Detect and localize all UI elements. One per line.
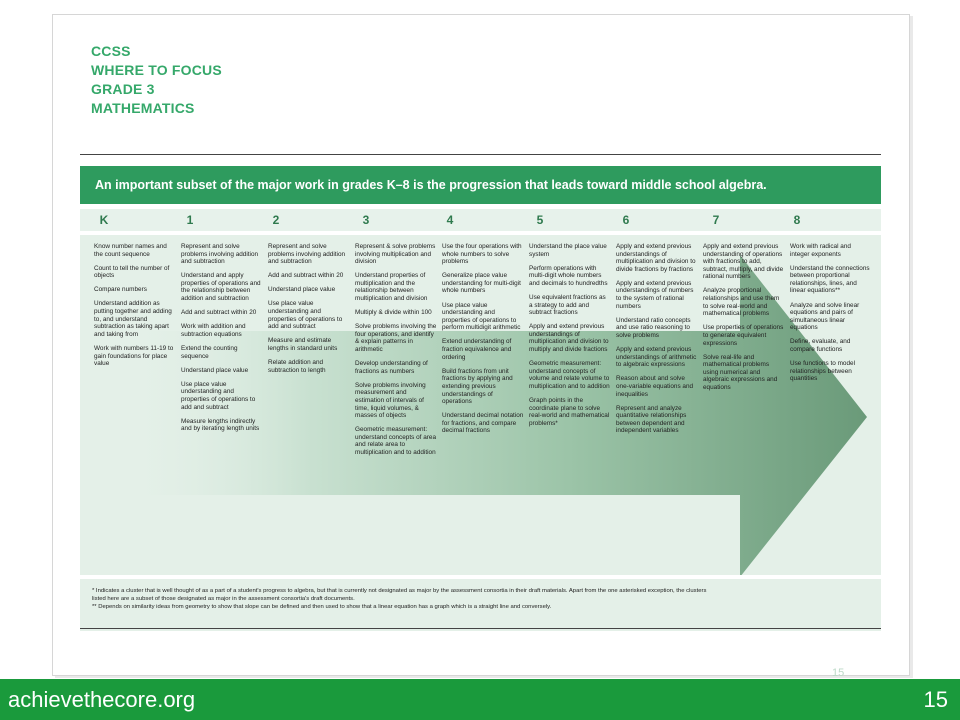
cluster-item: Geometric measurement: understand concepts of volume and relate volume to multiplication and to addition bbox=[529, 360, 610, 390]
grade-header-row bbox=[80, 209, 881, 231]
cluster-item: Multiply & divide within 100 bbox=[355, 309, 432, 317]
cluster-item: Work with numbers 11-19 to gain foundations for place value bbox=[94, 344, 174, 368]
grade-column-3 bbox=[355, 243, 437, 463]
cluster-item: Understand the place value system bbox=[529, 243, 607, 258]
cluster-item: Graph points in the coordinate plane to solve real-world and mathematical problems* bbox=[529, 397, 610, 427]
cluster-item: Measure lengths indirectly and by iterating length units bbox=[181, 417, 260, 433]
cluster-item: Know number names and the count sequence bbox=[94, 243, 167, 258]
cluster-item: Understand addition as putting together and adding to, and understand subtraction as taking apart and taking from bbox=[94, 300, 172, 338]
grade-label-2: 2 bbox=[272, 213, 280, 227]
footnote-line: listed here are a subset of those designated as major in the assessment consortia's draft documents. bbox=[92, 596, 355, 602]
cluster-item: Generalize place value understanding for multi-digit whole numbers bbox=[442, 272, 521, 295]
grade-column-1 bbox=[181, 243, 263, 439]
cluster-item: Compare numbers bbox=[94, 286, 147, 294]
grade-label-k: K bbox=[99, 213, 109, 227]
grade-label-3: 3 bbox=[362, 213, 370, 227]
grade-column-7 bbox=[703, 243, 785, 398]
cluster-item: Understand place value bbox=[181, 366, 249, 374]
cluster-item: Represent and analyze quantitative relationships between dependent and independent variables bbox=[616, 404, 687, 435]
title-line: WHERE TO FOCUS bbox=[91, 62, 222, 78]
site-link[interactable]: achievethecore.org bbox=[8, 687, 196, 712]
cluster-item: Use place value understanding and properties of operations to perform multidigit arithmetic bbox=[442, 301, 521, 332]
cluster-item: Represent and solve problems involving addition and subtraction bbox=[181, 243, 259, 266]
cluster-item: Understand place value bbox=[268, 286, 336, 294]
cluster-item: Work with addition and subtraction equations bbox=[181, 323, 246, 338]
cluster-item: Extend the counting sequence bbox=[181, 344, 238, 360]
grade-label-5: 5 bbox=[536, 213, 544, 227]
cluster-item: Extend understanding of fraction equivalence and ordering bbox=[442, 338, 512, 361]
document-title bbox=[91, 42, 222, 118]
cluster-item: Add and subtract within 20 bbox=[268, 272, 344, 280]
cluster-item: Build fractions from unit fractions by applying and extending previous understandings of operations bbox=[442, 367, 513, 406]
cluster-item: Understand and apply properties of operations and the relationship between addition and subtraction bbox=[181, 272, 261, 303]
cluster-item: Solve problems involving the four operations, and identify & explain patterns in arithmetic bbox=[355, 323, 437, 354]
grade-column-2 bbox=[268, 243, 350, 381]
cluster-item: Apply and extend previous understandings of arithmetic to algebraic expressions bbox=[616, 346, 697, 369]
grade-label-4: 4 bbox=[446, 213, 454, 227]
cluster-item: Measure and estimate lengths in standard units bbox=[268, 337, 338, 352]
bottom-divider bbox=[80, 628, 881, 629]
title-line: CCSS bbox=[91, 43, 131, 59]
title-line: MATHEMATICS bbox=[91, 100, 195, 116]
cluster-item: Use functions to model relationships between quantities bbox=[790, 360, 856, 383]
slide-number: 15 bbox=[923, 687, 948, 712]
footer-bar bbox=[0, 679, 960, 720]
cluster-item: Develop understanding of fractions as numbers bbox=[355, 360, 428, 375]
cluster-item: Represent and solve problems involving addition and subtraction bbox=[268, 243, 346, 266]
grade-column-5 bbox=[529, 243, 611, 434]
grade-column-4 bbox=[442, 243, 524, 441]
cluster-item: Solve real-life and mathematical problems using numerical and algebraic expressions and equations bbox=[703, 353, 778, 391]
grade-label-8: 8 bbox=[793, 213, 801, 227]
title-line: GRADE 3 bbox=[91, 81, 155, 97]
grade-column-k bbox=[94, 243, 176, 374]
banner: An important subset of the major work in grades K–8 is the progression that leads toward middle school algebra. bbox=[80, 166, 881, 204]
cluster-item: Define, evaluate, and compare functions bbox=[790, 338, 851, 354]
grade-label-1: 1 bbox=[186, 213, 194, 227]
cluster-item: Apply and extend previous understandings of multiplication and division to divide fractions by fractions bbox=[616, 243, 696, 273]
cluster-item: Understand ratio concepts and use ratio reasoning to solve problems bbox=[616, 316, 691, 339]
cluster-item: Understand the connections between proportional relationships, lines, and linear equations** bbox=[790, 264, 870, 295]
cluster-item: Use place value understanding and properties of operations to add and subtract bbox=[268, 300, 343, 331]
cluster-item: Represent & solve problems involving multiplication and division bbox=[355, 243, 436, 266]
grade-column-8 bbox=[790, 243, 872, 389]
cluster-item: Solve problems involving measurement and estimation of intervals of time, liquid volumes, & masses of objects bbox=[355, 381, 426, 420]
cluster-item: Add and subtract within 20 bbox=[181, 309, 257, 317]
cluster-item: Work with radical and integer exponents bbox=[790, 243, 851, 258]
top-divider bbox=[80, 154, 881, 155]
cluster-item: Use equivalent fractions as a strategy to add and subtract fractions bbox=[529, 293, 606, 317]
cluster-item: Apply and extend previous understandings of numbers to the system of rational numbers bbox=[616, 279, 694, 310]
cluster-item: Apply and extend previous understanding of operations with fractions to add, subtract, multiply, and divide rational numbers bbox=[703, 243, 784, 281]
footnote-line: * Indicates a cluster that is well thought of as a part of a student's progress to algebra, but that is currently not designated as major by the assessment consortia in their draft materials. Apart from the one asterisked exception, the clusters bbox=[92, 588, 707, 594]
cluster-item: Geometric measurement: understand concepts of area and relate area to multiplication and to addition bbox=[355, 426, 437, 457]
cluster-item: Analyze and solve linear equations and pairs of simultaneous linear equations bbox=[790, 301, 860, 332]
cluster-item: Analyze proportional relationships and use them to solve real-world and mathematical problems bbox=[703, 287, 780, 318]
cluster-item: Count to tell the number of objects bbox=[94, 264, 170, 280]
footnote-line: ** Depends on similarity ideas from geometry to show that slope can be defined and then used to show that a linear equation has a graph which is a straight line and conversely. bbox=[92, 604, 552, 610]
cluster-item: Use properties of operations to generate equivalent expressions bbox=[703, 324, 784, 347]
grade-label-6: 6 bbox=[622, 213, 630, 227]
cluster-item: Perform operations with multi-digit whole numbers and decimals to hundredths bbox=[529, 264, 608, 287]
grade-column-6 bbox=[616, 243, 698, 441]
grade-label-7: 7 bbox=[712, 213, 720, 227]
cluster-item: Understand properties of multiplication and the relationship between multiplication and division bbox=[355, 272, 428, 303]
footnotes bbox=[80, 579, 881, 631]
document-page-number: 15 bbox=[832, 667, 845, 679]
cluster-item: Apply and extend previous understandings of multiplication and division to multiply and divide fractions bbox=[529, 323, 609, 354]
cluster-item: Relate addition and subtraction to length bbox=[268, 359, 326, 374]
cluster-item: Use place value understanding and properties of operations to add and subtract bbox=[181, 380, 256, 411]
cluster-item: Use the four operations with whole numbers to solve problems bbox=[442, 243, 522, 266]
document-page bbox=[52, 14, 910, 676]
cluster-item: Reason about and solve one-variable equations and inequalities bbox=[616, 375, 694, 398]
cluster-item: Understand decimal notation for fractions, and compare decimal fractions bbox=[442, 412, 524, 435]
progression-panel bbox=[80, 235, 881, 575]
